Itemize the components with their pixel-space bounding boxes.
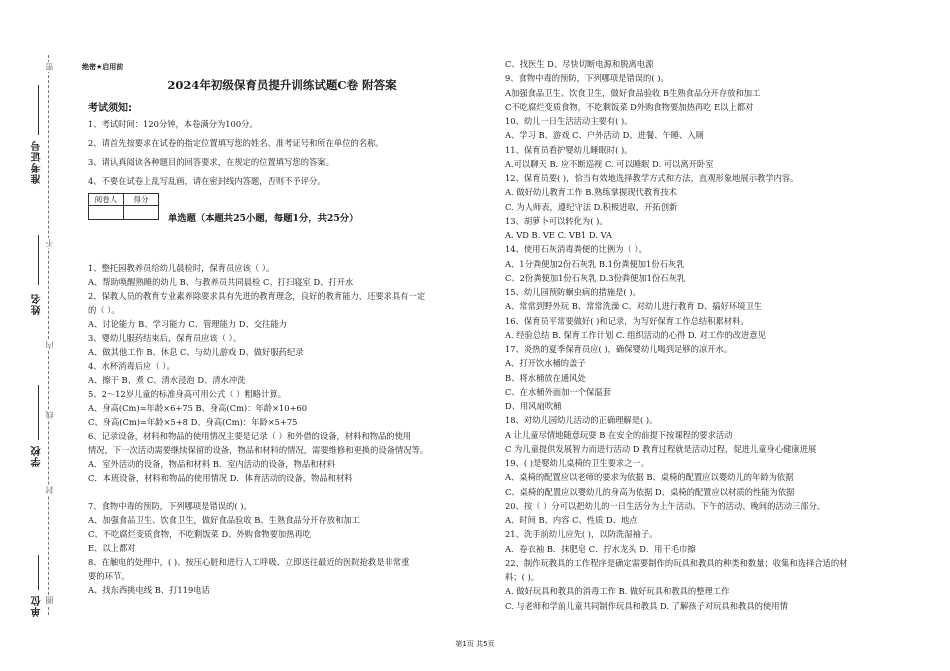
question-line: 6、记录设备，材料和物品的使用情况主要是记录（ ）和外借的设备，材料和物品的使用 [88,431,412,441]
binding-underline [38,385,39,440]
page-footer: 第1页 共5页 [455,640,495,648]
question-line: 1、整托园教养员给幼儿晨检时，保育员应该（ ）。 [88,263,275,273]
question-line: A、常常到野外玩 B、常常洗澡 C、对幼儿进行教育 D、搞好环境卫生 [505,301,763,312]
question-line: C. 与老师和学前儿童共同制作玩具和教具 D. 了解孩子对玩具和教具的使用情 [505,600,788,611]
question-line: A、帮助唤醒熟睡的幼儿 B、与教养员共同晨检 C、打扫寝室 D、打开水 [88,277,354,287]
binding-underline [38,555,39,590]
section-title: 单选题（本题共25小题，每题1分，共25分） [168,213,359,224]
question-line: 21、洗手前幼儿应先( )，以防洗湿袖子。 [505,529,658,540]
question-line: A．室外活动的设备，物品和材料 B．室内活动的设备，物品和材料 [88,459,336,469]
question-line: A. 做好玩具和教具的消毒工作 B. 做好玩具和教具的整理工作 [505,586,730,597]
seal-word: 不 [45,239,54,247]
seal-word: 圈 [45,596,54,604]
question-line: 19、( )是婴幼儿桌椅的卫生要求之一。 [505,458,650,468]
question-line: A. VD B. VE C. VB1 D. VA [505,230,612,240]
binding-margin [0,0,70,671]
rule-item: 2、请首先按要求在试卷的指定位置填写您的姓名、准考证号和所在单位的名称。 [88,138,384,148]
question-line: C. 为人师表，遵纪守法 D.积极进取，开拓创新 [505,201,678,212]
question-line: A、找东西挑电线 B、打119电话 [88,585,210,595]
rule-item: 1、考试时间：120分钟，本卷满分为100分。 [88,119,258,129]
question-line: C不吃腐烂变质食物，不吃剩饭菜 D外购食物要加热再吃 E以上都对 [505,101,754,112]
binding-underline [38,85,39,135]
seal-word: 内 [45,341,54,349]
question-line: A 让儿童尽情地随意玩耍 B 在安全的前提下按课程的要求活动 [505,429,733,440]
question-line: 22、制作玩教具的工作程序是确定需要制作的玩具和教具的种类和数量；收集和选择合适的材 [505,557,848,568]
question-line: A、做其他工作 B、休息 C、与幼儿游戏 D、做好服药纪录 [88,347,304,357]
reviewer-label: 阅卷人 [89,194,124,206]
question-line: 18、对幼儿园幼儿活动的正确理解是( )。 [505,415,658,426]
question-line: A、学习 B、游戏 C、户外活动 D、进餐、午睡、入厕 [505,130,704,141]
question-line: A. 做好幼儿教育工作 B.熟练掌握现代教育技术 [505,187,677,198]
question-line: A.可以聊天 B. 应不断巡视 C. 可以睡眠 D. 可以离开卧室 [505,158,714,169]
question-line: A、时间 B、内容 C、性质 D、地点 [505,515,638,525]
question-line: C、不吃腐烂变质食物，不吃剩饭菜 D、外购食物要加热再吃 [88,529,312,539]
question-line: 情况，下一次活动需要继续保留的设备，物品和材料的情况，需要维修和更换的设备情况等。 [88,445,429,455]
rule-item: 4、不要在试卷上乱写乱画，请在密封线内答题，否则不予评分。 [88,176,326,186]
question-line: A、身高(Cm)=年龄×6+75 B、身高(Cm)：年龄×10+60 [88,403,308,413]
question-line: 15、幼儿园预防蛔虫病的措施是( )。 [505,287,641,297]
question-line: C、桌椅的配置应以婴幼儿的身高为依据 D、桌椅的配置应以材质的性能为依据 [505,486,795,497]
binding-field-name: 姓名 [32,293,43,315]
question-line: A. 经验总结 B. 保育工作计划 C. 组织活动的心得 D. 对工作的改进意见 [505,329,766,340]
question-line: 13、胡萝卜可以转化为( )。 [505,215,608,226]
secret-label: 绝密★启用前 [82,63,124,71]
question-line: 11、保育员看护婴幼儿睡眠时( )。 [505,144,633,155]
question-line: B、将水桶放在通风处 [505,372,586,383]
question-line: A、桌椅的配置应以老师的要求为依据 B、桌椅的配置应以婴幼儿的年龄为依据 [505,472,794,483]
reviewer-cell [89,206,124,220]
question-line: 14、使用石灰消毒粪便的比例为（ ）。 [505,244,647,255]
question-line: 要的环节。 [88,571,130,581]
question-line: 8、在触电的处理中，( )、按压心脏和进行人工呼吸、立即送往最近的医院抢救是非常重 [88,557,410,567]
question-line: A、打开饮水桶的盖子 [505,358,586,369]
question-line: 4、水杯消毒后应（ ）。 [88,361,175,371]
seal-line [48,55,49,615]
question-line: A．卷衣袖 B．抹肥皂 C．拧水龙头 D．用干毛巾擦 [505,543,696,554]
question-line: A、1分粪便加2份石灰乳 B.1份粪便加1份石灰乳 [505,258,685,269]
question-line: 2、保教人员的教育专业素养除要求具有先进的教育理念，良好的教育能力，还要求具有一定 [88,291,426,301]
seal-word: 密 [45,63,54,71]
score-cell [124,206,159,220]
question-line: 10、幼儿一日生活活动主要有( )。 [505,116,633,126]
question-line: C．本班设备，材料和物品的使用情况 D．体育活动的设备，物品和材料 [88,473,353,483]
question-line: 9、食物中毒的预防，下列哪项是错误的( )。 [505,73,669,84]
question-line: 料；( )。 [505,572,540,582]
question-line: C、找医生 D、尽快切断电源和脱离电源 [505,59,654,69]
binding-field-school: 学校 [32,445,43,467]
question-line: 的（ ）。 [88,305,120,315]
question-line: 20、按（ ）分可以把幼儿的一日生活分为上午活动、下午的活动、晚间的活动三部分。 [505,500,826,511]
question-line: C、在水桶外面加一个保温套 [505,386,611,397]
question-line: C 为儿童提供发展智力而进行活动 D 教育过程就是活动过程，促进儿童身心健康进展 [505,443,817,454]
question-line: 12、保育员要( )，恰当有效地选择教学方式和方法，直观形象地展示教学内容。 [505,173,799,183]
question-line: 17、炎热的夏季保育员应( )，确保婴幼儿喝到足够的凉开水。 [505,344,733,354]
question-line: A、擦干 B、煮 C、清水浸泡 D、清水冲洗 [88,375,246,385]
binding-field-unit: 单位 [32,595,43,617]
binding-underline [38,235,39,285]
question-line: E、以上都对 [88,543,136,553]
question-line: A加强食品卫生、饮食卫生，做好食品验收 B生熟食品分开存放和加工 [505,87,761,98]
binding-field-exam-id: 准考证号 [32,140,43,184]
rule-item: 3、请认真阅读各种题目的回答要求，在规定的位置填写您的答案。 [88,157,334,167]
page-title: 2024年初级保育员提升训练试题C卷 附答案 [167,78,397,92]
score-label: 得分 [124,194,159,206]
question-line: 3、婴幼儿服药结束后，保育员应该（ ）。 [88,333,242,343]
question-line: C、身高(Cm)=年龄×5+8 D、身高(Cm)：年龄×5+75 [88,417,298,427]
score-table [88,193,159,220]
question-line: A、加强食品卫生、饮食卫生，做好食品验收 B、生熟食品分开存放和加工 [88,515,360,525]
notice-heading: 考试须知: [88,103,132,114]
question-line: C、2份粪便加1份石灰乳 D.3份粪便加1份石灰乳 [505,272,686,283]
question-line: A、讨论能力 B、学习能力 C、管理能力 D、交往能力 [88,319,287,329]
question-line: 16、保育员平常要做好( )和记录，为写好保育工作总结积累材料。 [505,315,749,326]
question-line: 7、食物中毒的预防，下列哪项是错误的( )。 [88,501,252,511]
question-line: D、用风扇吹桶 [505,401,562,411]
question-line: 5、2～12岁儿童的标准身高可用公式（ ）粗略计算。 [88,389,286,399]
seal-word: 线 [45,411,54,419]
seal-word: 封 [45,486,54,494]
